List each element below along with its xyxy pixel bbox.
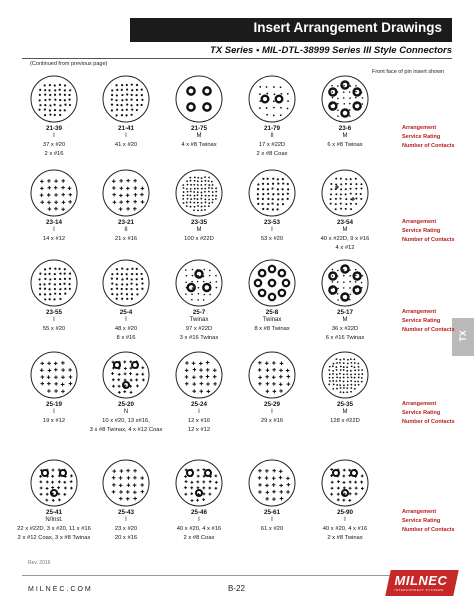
service-rating: I [53,317,55,323]
legend-service-rating: Service Rating [402,410,441,416]
service-rating: Twinax [189,317,209,323]
contacts: 4 x #8 Twinax [181,142,217,148]
page-number: B-22 [228,584,245,593]
insert-drawing [175,351,223,399]
arrangement-id: 21-39 [45,125,63,132]
insert-drawing [175,75,223,123]
contacts: 22 x #22D, 3 x #20, 11 x #16 [17,526,91,532]
contacts: 40 x #22D, 9 x #16 [320,236,370,242]
legend-arrangement: Arrangement [402,509,437,515]
arrangement-id: 23-6 [338,125,352,132]
insert-drawing [321,75,369,123]
arrangement-id: 25-4 [119,309,133,316]
arrangement-id: 25-8 [265,309,279,316]
contacts: 40 x #20, 4 x #16 [176,526,222,532]
service-rating: M [342,133,348,139]
arrangement-id: 25-24 [190,401,208,408]
service-rating: M [196,227,202,233]
service-rating: N [123,409,129,415]
insert-drawing [248,259,296,307]
contacts: 29 x #16 [260,418,284,424]
insert-drawing [321,459,369,507]
legend-row-4 [402,401,472,428]
legend-arrangement: Arrangement [402,309,437,315]
contacts-secondary: 8 x #16 [116,335,136,341]
contacts-secondary: 2 x #16 [44,151,64,157]
contacts: 21 x #16 [114,236,138,242]
legend-arrangement: Arrangement [402,125,437,131]
arrangement-id: 23-55 [45,309,63,316]
service-rating: I [198,517,200,523]
arrangement-id: 25-35 [336,401,354,408]
contacts-secondary: 6 x #16 Twinax [325,335,365,341]
insert-drawing [175,459,223,507]
legend-service-rating: Service Rating [402,318,441,324]
side-tab-label: TX [457,330,468,342]
arrangement-id: 25-19 [45,401,63,408]
contacts: 55 x #20 [42,326,66,332]
service-rating: I [271,517,273,523]
contacts-secondary: 2 x #8 Coax [183,535,215,541]
service-rating: M [342,227,348,233]
arrangement-id: 23-35 [190,219,208,226]
service-rating: I [271,227,273,233]
contacts: 37 x #20 [42,142,66,148]
contacts: 14 x #12 [42,236,66,242]
insert-drawing [248,75,296,123]
arrangement-id: 21-41 [117,125,135,132]
contacts: 36 x #22D [331,326,359,332]
contacts-secondary: 4 x #12 [335,245,355,251]
service-rating: I [53,409,55,415]
contacts-secondary: 2 x #12 Coax, 3 x #8 Twinax [17,535,91,541]
arrangement-id: 25-20 [117,401,135,408]
insert-drawing [30,351,78,399]
service-rating: I [344,517,346,523]
legend-row-2 [402,219,472,246]
arrangement-id: 21-79 [263,125,281,132]
insert-drawing [102,259,150,307]
insert-drawing [248,169,296,217]
contacts-secondary: 3 x #16 Twinax [179,335,219,341]
arrangement-id: 23-53 [263,219,281,226]
arrangement-id: 25-46 [190,509,208,516]
legend-number-of-contacts: Number of Contacts [402,327,455,333]
insert-drawing [102,75,150,123]
service-rating: I [271,409,273,415]
service-rating: I [53,133,55,139]
contacts-secondary: 12 x #12 [187,427,211,433]
arrangement-id: 25-43 [117,509,135,516]
contacts: 17 x #22D [258,142,286,148]
insert-drawing [248,459,296,507]
service-rating: Twinax [262,317,282,323]
legend-arrangement: Arrangement [402,219,437,225]
insert-drawing [30,169,78,217]
logo-tagline: INTERCONNECT SYSTEMS [394,588,444,592]
service-rating: I [53,227,55,233]
contacts-secondary: 3 x #8 Twinax, 4 x #12 Coax [89,427,163,433]
service-rating: N/Inst. [45,517,63,523]
arrangement-id: 23-14 [45,219,63,226]
arrangement-id: 25-90 [336,509,354,516]
insert-drawing [102,459,150,507]
service-rating: I [198,409,200,415]
logo-text: MILNEC [394,573,448,588]
contacts: 97 x #22D [185,326,213,332]
continued-note: (Continued from previous page) [30,61,108,67]
contacts: 40 x #20, 4 x #16 [322,526,368,532]
legend-service-rating: Service Rating [402,134,441,140]
insert-drawing [175,259,223,307]
service-rating: M [196,133,202,139]
insert-drawing [321,169,369,217]
insert-drawing [321,259,369,307]
insert-drawing [30,75,78,123]
contacts-secondary: 20 x #16 [114,535,138,541]
revision-note: Rev. 2016 [28,560,51,566]
contacts: 48 x #20 [114,326,138,332]
contacts: 12 x #16 [187,418,211,424]
legend-service-rating: Service Rating [402,228,441,234]
legend-row-3 [402,309,472,336]
legend-number-of-contacts: Number of Contacts [402,143,455,149]
contacts: 128 x #22D [330,418,360,424]
contacts: 10 x #20, 13 x#16, [102,418,150,424]
arrangement-id: 25-7 [192,309,206,316]
contacts: 100 x #22D [184,236,214,242]
legend-service-rating: Service Rating [402,518,441,524]
page-subtitle: TX Series • MIL-DTL-38999 Series III Style Connectors [210,45,452,56]
arrangement-id: 25-29 [263,401,281,408]
insert-drawing [175,169,223,217]
legend-arrangement: Arrangement [402,401,437,407]
legend-number-of-contacts: Number of Contacts [402,237,455,243]
contacts: 61 x #20 [260,526,284,532]
service-rating: I [125,133,127,139]
arrangement-id: 21-75 [190,125,208,132]
arrangement-id: 23-54 [336,219,354,226]
contacts: 23 x #20 [114,526,138,532]
arrangement-id: 25-61 [263,509,281,516]
service-rating: II [270,133,274,139]
page-title: Insert Arrangement Drawings [253,20,442,35]
arrangement-id: 25-17 [336,309,354,316]
legend-row-5 [402,509,472,536]
arrangement-id: 23-21 [117,219,135,226]
contacts: 19 x #12 [42,418,66,424]
insert-drawing [248,351,296,399]
insert-drawing [102,169,150,217]
insert-drawing [102,351,150,399]
legend-number-of-contacts: Number of Contacts [402,419,455,425]
footer-rule [22,575,452,576]
service-rating: I [125,517,127,523]
contacts: 6 x #8 Twinax [327,142,363,148]
service-rating: II [124,227,128,233]
milnec-logo [385,570,459,596]
legend-row-1 [402,125,472,152]
service-rating: I [125,317,127,323]
header-bar [130,18,452,42]
header-rule [22,58,452,59]
contacts: 8 x #8 Twinax [254,326,290,332]
arrangement-id: 25-41 [45,509,63,516]
contacts-secondary: 2 x #8 Twinax [327,535,363,541]
front-face-note: Front face of pin insert shown [372,69,445,75]
contacts-secondary: 2 x #8 Coax [256,151,288,157]
service-rating: M [342,409,348,415]
website-link[interactable]: MILNEC.COM [28,586,93,593]
legend-number-of-contacts: Number of Contacts [402,527,455,533]
insert-drawing [321,351,369,399]
service-rating: M [342,317,348,323]
insert-drawing [30,259,78,307]
contacts: 41 x #20 [114,142,138,148]
contacts: 53 x #20 [260,236,284,242]
insert-drawing [30,459,78,507]
